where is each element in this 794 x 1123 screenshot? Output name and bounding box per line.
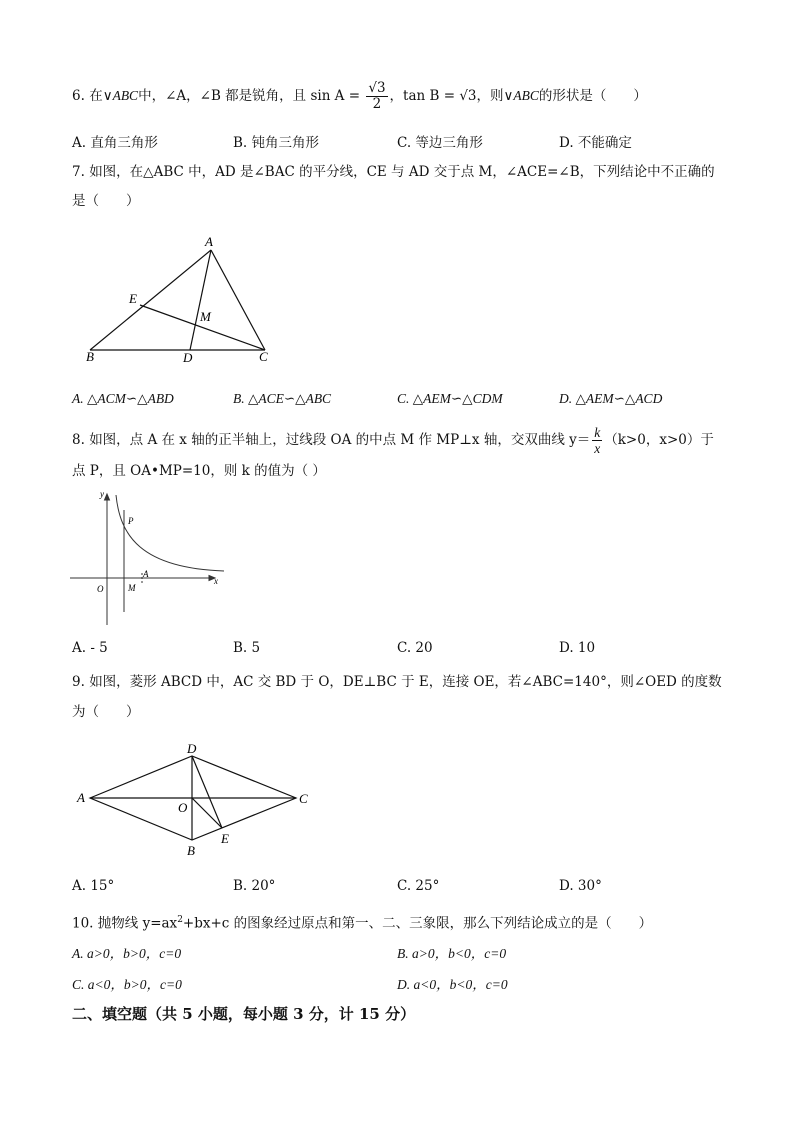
q8-hyperbola-fraction: $\frac{k}{x}$: [594, 425, 601, 456]
q9-option-a[interactable]: A. 15°: [72, 878, 115, 894]
q7-label-e: E: [129, 291, 137, 306]
q7-stem-line2: 是（ ）: [72, 193, 140, 209]
q9-label-b: B: [187, 843, 195, 858]
q8-option-c[interactable]: C. 20: [397, 640, 433, 656]
q9-label-a: A: [77, 790, 85, 805]
q6-option-c[interactable]: C. 等边三角形: [397, 135, 483, 151]
q7-number: 7.: [72, 164, 85, 180]
q9-option-d[interactable]: D. 30°: [559, 878, 602, 894]
q8-number: 8.: [72, 432, 85, 448]
q7-option-b[interactable]: B. △ACE∽△ABC: [233, 391, 332, 406]
q10-option-b[interactable]: B. a>0，b<0，c=0: [397, 946, 507, 961]
q10-option-a[interactable]: A. a>0，b>0，c=0: [72, 946, 182, 961]
q7-option-c[interactable]: C. △AEM∽△CDM: [397, 391, 503, 406]
q8-stem-line2: 点 P，且 OA•MP=10，则 k 的值为（ ）: [72, 463, 326, 479]
q8-label-x: x: [214, 576, 218, 586]
q9-label-c: C: [299, 791, 308, 806]
q6-number: 6.: [72, 88, 85, 104]
q7-label-a: A: [205, 234, 213, 249]
q7-label-b: B: [86, 349, 94, 364]
q10-option-c[interactable]: C. a<0，b>0，c=0: [72, 977, 182, 992]
q6-triangle-symbol: ∨ABC: [102, 88, 139, 103]
q8-label-p: P: [128, 516, 134, 526]
q7-option-a[interactable]: A. △ACM∽△ABD: [72, 391, 174, 406]
q7-stem-line1: 7. 如图，在△ABC 中，AD 是∠BAC 的平分线，CE 与 AD 交于点 M，∠ACE=∠B，下列结论中不正确的: [72, 164, 715, 180]
q9-label-o: O: [178, 800, 188, 815]
q9-option-c[interactable]: C. 25°: [397, 878, 440, 894]
q6-option-b[interactable]: B. 钝角三角形: [233, 135, 320, 151]
q9-stem-line2: 为（ ）: [72, 704, 140, 720]
q9-label-d: D: [187, 741, 197, 756]
q8-option-d[interactable]: D. 10: [559, 640, 596, 656]
q9-segment-oe: [192, 798, 222, 828]
q7-label-c: C: [259, 349, 268, 364]
q7-option-d[interactable]: D. △AEM∽△ACD: [559, 391, 663, 406]
q8-label-m: M: [128, 583, 136, 593]
section-heading-fill-in: 二、填空题（共 5 小题，每小题 3 分，计 15 分）: [72, 1005, 416, 1023]
q7-label-m: M: [200, 309, 211, 324]
q8-label-o: O: [97, 584, 104, 594]
q6-stem: 6. 在∨ABC中，∠A，∠B 都是锐角，且 sin A = $\frac{√3}{2}$ ，tan B = √3，则∨ABC的形状是（ ）: [72, 80, 647, 112]
q6-sin-fraction: $\frac{√3}{2}$: [368, 80, 386, 112]
q8-label-y: y: [100, 489, 104, 499]
q8-label-a: A: [143, 569, 149, 579]
q9-stem-line1: 9. 如图，菱形 ABCD 中，AC 交 BD 于 O，DE⊥BC 于 E，连接 OE，若∠ABC=140°，则∠OED 的度数: [72, 674, 722, 690]
q6-option-a[interactable]: A. 直角三角形: [72, 135, 158, 151]
q7-label-d: D: [183, 350, 193, 365]
q9-option-b[interactable]: B. 20°: [233, 878, 276, 894]
q8-stem-line1: 8. 如图，点 A 在 x 轴的正半轴上，过线段 OA 的中点 M 作 MP⊥x 轴，交双曲线 y＝ $\frac{k}{x}$ （k>0，x>0）于: [72, 425, 714, 456]
q9-label-e: E: [221, 831, 229, 846]
q9-number: 9.: [72, 674, 85, 690]
q10-option-d[interactable]: D. a<0，b<0，c=0: [397, 977, 508, 992]
q10-number: 10.: [72, 915, 94, 932]
q8-option-b[interactable]: B. 5: [233, 640, 261, 656]
q8-option-a[interactable]: A. - 5: [72, 640, 108, 656]
q6-option-d[interactable]: D. 不能确定: [559, 135, 632, 151]
q10-stem: 10. 抛物线 $y=ax^2+bx+c$ 的图象经过原点和第一、二、三象限，那么下列结论成立的是（ ）: [72, 915, 653, 932]
